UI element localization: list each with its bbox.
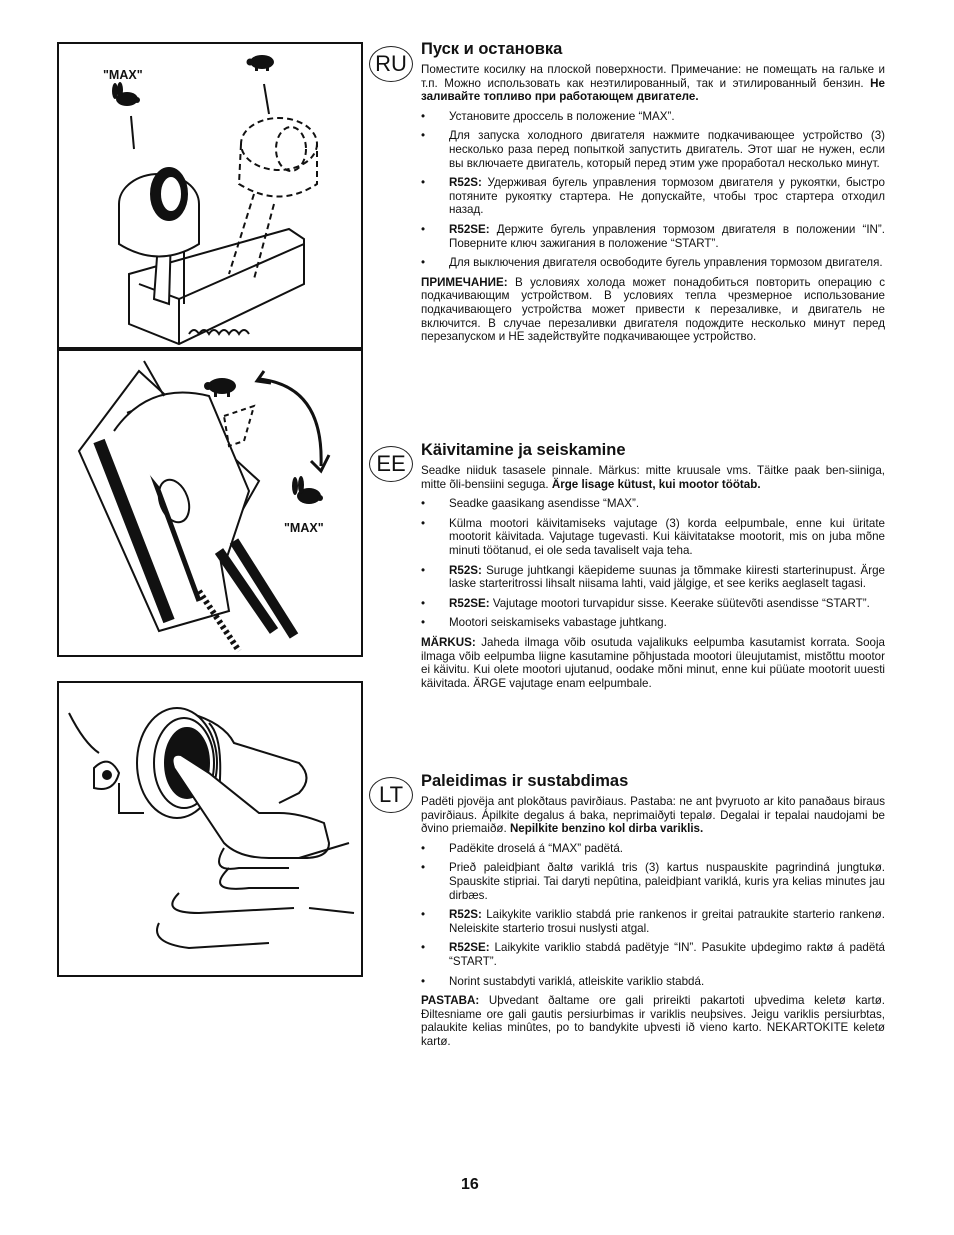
list-item: • Külma mootori käivitamiseks vajutage (3) korda eelpumbale, enne kui üritate mootorit käivitada. Vajutage tugevasti. Kui käivitatakse mootorit, mis on juba mõne minuti töötanud, ei ole seda tavaliselt vaja teha. xyxy=(421,516,885,557)
list-item: • Norint sustabdyti variklá, atleiskite variklio stabdá. xyxy=(421,974,705,988)
section-note: PASTABA: Uþvedant ðaltame ore gali prireikti pakartoti uþvedima keletø kartø. Ðiltesniame ore gali gautis persiurbimas ir variklis neuþsives. Jeigu variklis persiurbtas, palaukite kelias minûtes, po to bandykite uþvesti ið vieno karto. NEKARTOKITE keletø kartø. xyxy=(421,994,885,1048)
list-item: • Установите дроссель в положение “MAX”. xyxy=(421,109,675,123)
section-intro: Поместите косилку на плоской поверхности. Примечание: не помещать на гальке и т.п. Можно использовать как неэтилированный, так и этилированный бензин. Не заливайте топливо при работающем двигателе. xyxy=(421,63,885,104)
instruction-list xyxy=(421,497,885,630)
rabbit-icon xyxy=(292,476,323,504)
max-label: "MAX" xyxy=(103,68,143,82)
list-item: • R52S: Suruge juhtkangi käepideme suunas ja tõmmake kiiresti starterinupust. Ärge laske starteritrossi lihsalt niisama lahti, vaid jälgige, et see keriks aeglaselt tagasi. xyxy=(421,563,885,591)
max-label: "MAX" xyxy=(284,521,324,535)
section-ru xyxy=(421,39,885,350)
list-item: • R52SE: Vajutage mootori turvapidur sisse. Keerake süütevõti asendisse “START”. xyxy=(421,596,870,610)
figure-primer-button xyxy=(57,681,363,977)
section-note: ПРИМЕЧАНИЕ: В условиях холода может понадобиться повторить операцию с подкачивающим устройством. В условиях тепла чрезмерное использование подкачивающего устройства может привести к перезаливке, и двигатель не включится. В случае перезаливки двигателя подождите несколько минут перед перезапуском и НЕ задействуйте подкачивающее устройство. xyxy=(421,275,885,344)
list-item: • R52S: Удерживая бугель управления тормозом двигателя у рукоятки, быстро потяните рукоятку стартера. Не допускайте, чтобы трос стартера отходил назад. xyxy=(421,176,885,217)
figure-control-handle xyxy=(57,349,363,657)
language-badge-lt: LT xyxy=(369,777,413,813)
list-item: • Для запуска холодного двигателя нажмите подкачивающее устройство (3) несколько раза перед попыткой запустить двигатель. Этот шаг не нужен, если вы включаете двигатель, который перед этим уже проработал несколько минут. xyxy=(421,129,885,170)
list-item: • Padëkite droselá á “MAX” padëtá. xyxy=(421,841,624,855)
turtle-icon xyxy=(247,55,275,71)
control-handle-illustration xyxy=(59,351,363,657)
rabbit-icon xyxy=(112,82,140,106)
section-intro: Padëti pjovëja ant plokðtaus pavirðiaus. Pastaba: ne ant þvyruoto ar kito panaðaus biraus pavirðiaus. Ápilkite degalus á baka, neprimaiðyti tepalø. Degalai ir tepalai naudojami be ðvino priemaiðø. Nepilkite benzino kol dirba variklis. xyxy=(421,795,885,836)
instruction-list xyxy=(421,110,885,270)
list-item: • Mootori seiskamiseks vabastage juhtkang. xyxy=(421,616,667,630)
primer-button-illustration xyxy=(59,683,363,977)
list-item: • Prieð paleidþiant ðaltø variklá tris (3) kartus nuspauskite pagrindiná jungtukø. Spauskite stipriai. Tai daryti nepûtina, paleidþiant variklá, kuris yra kelias minutes jau dirbæs. xyxy=(421,861,885,902)
list-item: • R52SE: Laikykite variklio stabdá padëtyje “IN”. Pasukite uþdegimo raktø á padëtá “START”. xyxy=(421,941,885,968)
section-heading: Paleidimas ir sustabdimas xyxy=(421,772,629,790)
section-heading: Пуск и остановка xyxy=(421,40,563,58)
section-intro: Seadke niiduk tasasele pinnale. Märkus: mitte kruusale vms. Täitke paak ben-siiniga, mitte õli-bensiini seguga. Ärge lisage kütust, kui mootor töötab. xyxy=(421,464,885,491)
language-badge-ee: EE xyxy=(369,446,413,482)
language-badge-ru: RU xyxy=(369,46,413,82)
section-lt xyxy=(421,771,885,1055)
turtle-icon xyxy=(204,378,236,397)
section-note: MÄRKUS: Jaheda ilmaga võib osutuda vajalikuks eelpumba kasutamist korrata. Sooja ilmaga võib eelpumba liigne kasutamine põhjustada mootori üleujutamist, mistõttu mootor ei käivitu. Kui olete mootori ujutanud, oodake mõni minut, enne kui püüate mootorit uuesti käivitada. ÄRGE vajutage enam eelpumbale. xyxy=(421,635,885,690)
list-item: • R52S: Laikykite variklio stabdá prie rankenos ir greitai patraukite starterio rankenø. Neleiskite starterio trosui nuslysti atgal. xyxy=(421,908,885,935)
figure-throttle-lever xyxy=(57,42,363,349)
section-heading: Käivitamine ja seiskamine xyxy=(421,441,626,459)
list-item: • Для выключения двигателя освободите бугель управления тормозом двигателя. xyxy=(421,256,883,270)
list-item: • R52SE: Держите бугель управления тормозом двигателя в положении “IN”. Поверните ключ зажигания в положение “START”. xyxy=(421,222,886,250)
throttle-lever-illustration xyxy=(59,44,363,349)
list-item: • Seadke gaasikang asendisse “MAX”. xyxy=(421,497,640,511)
page-number: 16 xyxy=(461,1176,479,1193)
section-ee xyxy=(421,440,885,696)
instruction-list xyxy=(421,842,885,988)
